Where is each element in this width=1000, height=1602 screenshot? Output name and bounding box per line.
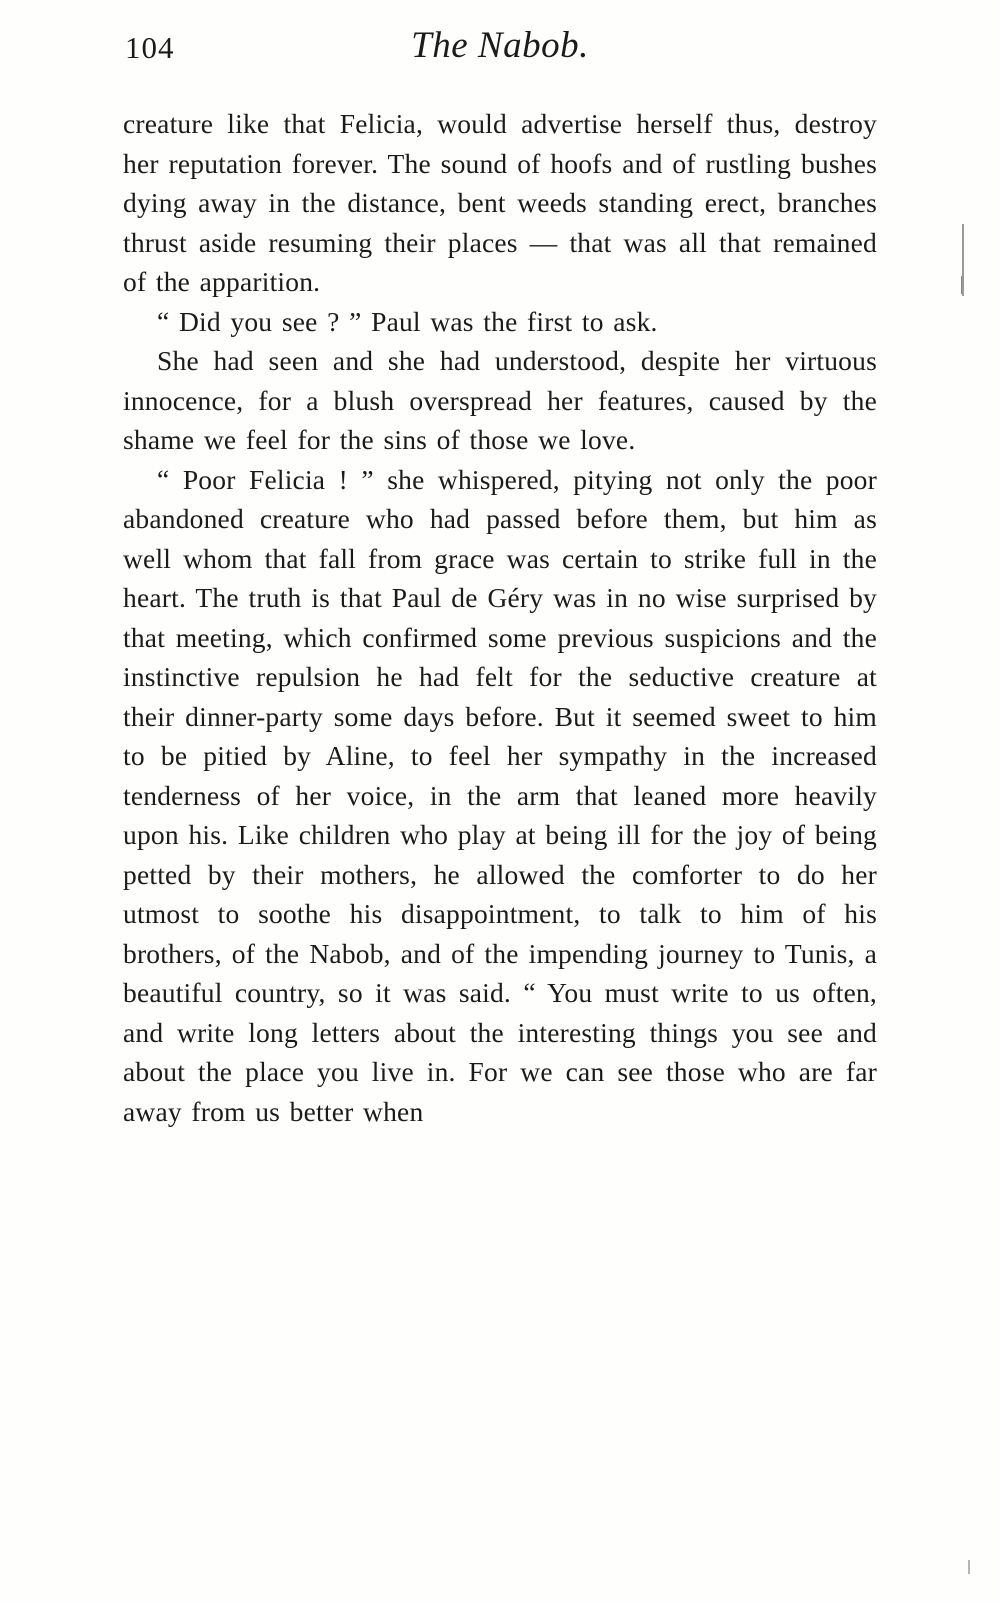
scan-artifact-line [962,224,964,296]
scan-artifact-mark [968,1560,970,1574]
paragraph: creature like that Felicia, would advertise herself thus, destroy her reputation forever. The sound of hoofs and of rustling bushes dying away in the distance, bent weeds standing erect, branches thrust aside resuming their places — that was all that remained of the apparition. [123,108,877,297]
text-block [123,24,877,1131]
page-number: 104 [125,30,175,65]
paragraph: She had seen and she had understood, despite her virtuous innocence, for a blush overspread her features, caused by the shame we feel for the sins of those we love. [123,345,877,455]
page-body [123,104,877,1131]
scan-artifact-tick [961,276,962,294]
running-title: The Nabob. [411,25,589,66]
paragraph: “ Did you see ? ” Paul was the first to ask. [157,305,658,337]
page-header [123,24,877,76]
paragraph: “ Poor Felicia ! ” she whispered, pitying not only the poor abandoned creature who had passed before them, but him as well whom that fall from grace was certain to strike full in the heart. The truth is that Paul de Géry was in no wise surprised by that meeting, which confirmed some previous suspicions and the instinctive repulsion he had felt for the seductive creature at their dinner-party some days before. But it seemed sweet to him to be pitied by Aline, to feel her sympathy in the increased tenderness of her voice, in the arm that leaned more heavily upon his. Like children who play at being ill for the joy of being petted by their mothers, he allowed the comforter to do her utmost to soothe his disappointment, to talk to him of his brothers, of the Nabob, and of the impending journey to Tunis, a beautiful country, so it was said. “ You must write to us often, and write long letters about the interesting things you see and about the place you live in. For we can see those who are far away from us better when [123,463,877,1127]
